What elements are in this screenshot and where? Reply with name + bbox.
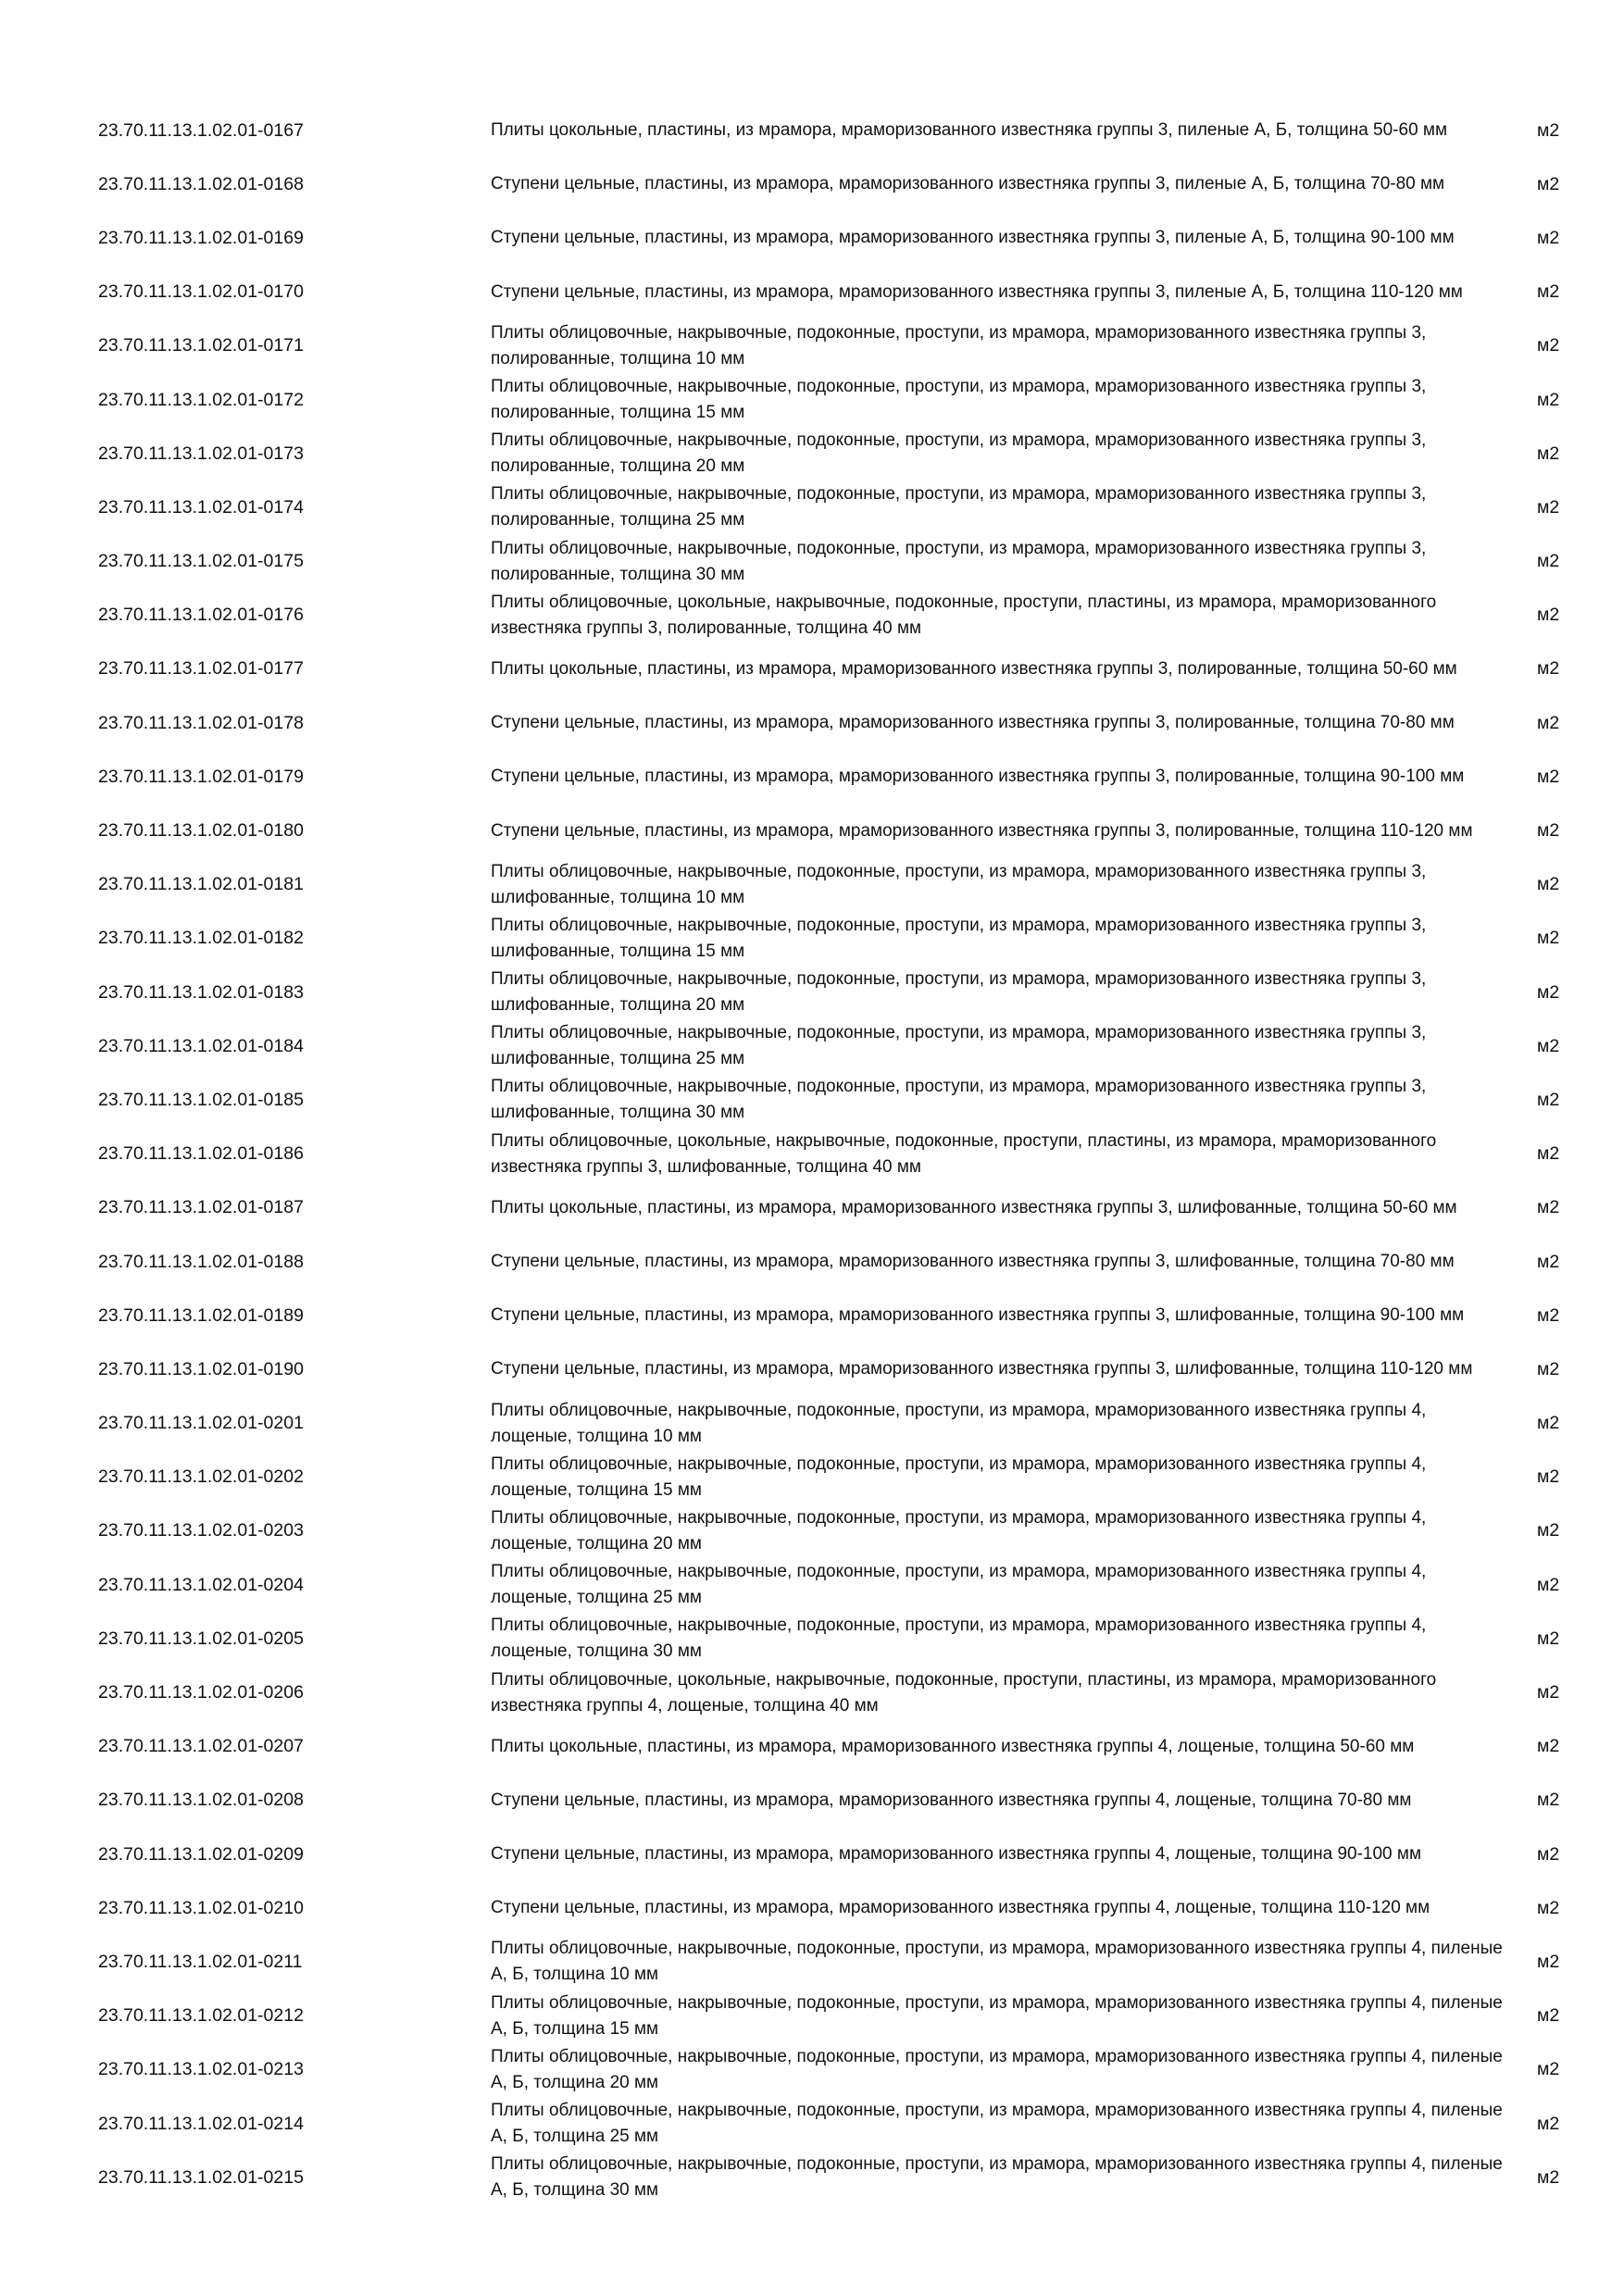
resource-name: Плиты цокольные, пластины, из мрамора, мраморизованного известняка группы 3, шлифованные, толщина 50-60 мм	[491, 1197, 1457, 1217]
unit-of-measure: м2	[1537, 1736, 1560, 1757]
table-row	[0, 1990, 1624, 2043]
resource-code: 23.70.11.13.1.02.01-0175	[98, 551, 304, 572]
table-row	[0, 589, 1624, 643]
resource-code: 23.70.11.13.1.02.01-0202	[98, 1466, 304, 1488]
table-row	[0, 2097, 1624, 2151]
resource-code: 23.70.11.13.1.02.01-0215	[98, 2166, 304, 2188]
table-row	[0, 1666, 1624, 1719]
unit-of-measure: м2	[1537, 1951, 1560, 1972]
unit-of-measure: м2	[1537, 1682, 1560, 1703]
resource-name: Плиты цокольные, пластины, из мрамора, мраморизованного известняка группы 3, полированные, толщина 50-60 мм	[491, 658, 1457, 679]
resource-name: Плиты облицовочные, накрывочные, подоконные, проступи, из мрамора, мраморизованного известняка группы 3, полированные, толщина 25 мм	[491, 484, 1427, 530]
resource-name: Ступени цельные, пластины, из мрамора, мраморизованного известняка группы 3, полированные, толщина 70-80 мм	[491, 713, 1455, 733]
resource-name: Ступени цельные, пластины, из мрамора, мраморизованного известняка группы 3, пиленые А, Б, толщина 70-80 мм	[491, 174, 1445, 194]
resource-code: 23.70.11.13.1.02.01-0212	[98, 2005, 304, 2027]
table-row	[0, 1828, 1624, 1881]
resource-code: 23.70.11.13.1.02.01-0172	[98, 389, 304, 410]
resource-code: 23.70.11.13.1.02.01-0211	[98, 1951, 303, 1972]
resource-name: Плиты облицовочные, накрывочные, подоконные, проступи, из мрамора, мраморизованного известняка группы 3, полированные, толщина 30 мм	[491, 538, 1427, 584]
resource-name: Ступени цельные, пластины, из мрамора, мраморизованного известняка группы 3, пиленые А, Б, толщина 110-120 мм	[491, 281, 1463, 302]
resource-code: 23.70.11.13.1.02.01-0178	[98, 712, 304, 733]
table-row	[0, 804, 1624, 857]
table-row	[0, 319, 1624, 373]
resource-code: 23.70.11.13.1.02.01-0177	[98, 658, 304, 680]
resource-code: 23.70.11.13.1.02.01-0206	[98, 1682, 304, 1703]
table-row	[0, 266, 1624, 319]
unit-of-measure: м2	[1537, 928, 1560, 949]
unit-of-measure: м2	[1537, 2113, 1560, 2134]
resource-name: Ступени цельные, пластины, из мрамора, мраморизованного известняка группы 3, полированные, толщина 110-120 мм	[491, 820, 1473, 841]
resource-code: 23.70.11.13.1.02.01-0203	[98, 1520, 304, 1541]
resource-name: Ступени цельные, пластины, из мрамора, мраморизованного известняка группы 3, шлифованные, толщина 90-100 мм	[491, 1305, 1465, 1326]
resource-code: 23.70.11.13.1.02.01-0207	[98, 1736, 304, 1757]
unit-of-measure: м2	[1537, 227, 1560, 248]
resource-name: Плиты облицовочные, накрывочные, подоконные, проступи, из мрамора, мраморизованного известняка группы 3, шлифованные, толщина 30 мм	[491, 1077, 1427, 1123]
table-row	[0, 912, 1624, 966]
unit-of-measure: м2	[1537, 389, 1560, 410]
resource-code: 23.70.11.13.1.02.01-0185	[98, 1089, 304, 1110]
resource-code: 23.70.11.13.1.02.01-0205	[98, 1628, 304, 1649]
resource-code: 23.70.11.13.1.02.01-0209	[98, 1843, 304, 1865]
resource-code: 23.70.11.13.1.02.01-0168	[98, 173, 304, 194]
unit-of-measure: м2	[1537, 2059, 1560, 2080]
unit-of-measure: м2	[1537, 443, 1560, 464]
unit-of-measure: м2	[1537, 820, 1560, 842]
resource-name: Плиты облицовочные, накрывочные, подоконные, проступи, из мрамора, мраморизованного известняка группы 3, шлифованные, толщина 10 мм	[491, 861, 1427, 907]
resource-table	[0, 104, 1624, 2204]
resource-name: Ступени цельные, пластины, из мрамора, мраморизованного известняка группы 3, шлифованные, толщина 70-80 мм	[491, 1252, 1455, 1272]
resource-name: Плиты облицовочные, накрывочные, подоконные, проступи, из мрамора, мраморизованного известняка группы 4, пиленые А, Б, толщина 10 мм	[491, 1939, 1503, 1985]
resource-name: Плиты облицовочные, накрывочные, подоконные, проступи, из мрамора, мраморизованного известняка группы 4, лощеные, толщина 15 мм	[491, 1454, 1427, 1500]
unit-of-measure: м2	[1537, 496, 1560, 518]
unit-of-measure: м2	[1537, 605, 1560, 626]
resource-name: Плиты облицовочные, накрывочные, подоконные, проступи, из мрамора, мраморизованного известняка группы 4, пиленые А, Б, толщина 15 мм	[491, 1992, 1503, 2039]
unit-of-measure: м2	[1537, 1466, 1560, 1488]
table-row	[0, 1019, 1624, 1073]
resource-code: 23.70.11.13.1.02.01-0171	[98, 335, 304, 356]
resource-name: Плиты облицовочные, накрывочные, подоконные, проступи, из мрамора, мраморизованного известняка группы 4, лощеные, толщина 10 мм	[491, 1400, 1427, 1446]
unit-of-measure: м2	[1537, 1197, 1560, 1218]
table-row	[0, 535, 1624, 589]
resource-code: 23.70.11.13.1.02.01-0181	[98, 874, 304, 895]
unit-of-measure: м2	[1537, 173, 1560, 194]
unit-of-measure: м2	[1537, 1089, 1560, 1110]
resource-code: 23.70.11.13.1.02.01-0214	[98, 2113, 304, 2134]
table-row	[0, 1073, 1624, 1127]
unit-of-measure: м2	[1537, 335, 1560, 356]
unit-of-measure: м2	[1537, 1843, 1560, 1865]
table-row	[0, 696, 1624, 750]
resource-name: Ступени цельные, пластины, из мрамора, мраморизованного известняка группы 3, полированные, толщина 90-100 мм	[491, 767, 1465, 787]
table-row	[0, 427, 1624, 480]
resource-code: 23.70.11.13.1.02.01-0173	[98, 443, 304, 464]
resource-name: Плиты облицовочные, накрывочные, подоконные, проступи, из мрамора, мраморизованного известняка группы 3, полированные, толщина 15 мм	[491, 377, 1427, 423]
table-row	[0, 211, 1624, 265]
unit-of-measure: м2	[1537, 1035, 1560, 1056]
resource-name: Плиты облицовочные, цокольные, накрывочные, подоконные, проступи, пластины, из мрамора, мраморизованного известняка группы 4, лощеные, толщина 40 мм	[491, 1669, 1437, 1716]
resource-name: Плиты облицовочные, накрывочные, подоконные, проступи, из мрамора, мраморизованного известняка группы 3, шлифованные, толщина 15 мм	[491, 915, 1427, 961]
resource-code: 23.70.11.13.1.02.01-0169	[98, 227, 304, 248]
unit-of-measure: м2	[1537, 1790, 1560, 1811]
resource-code: 23.70.11.13.1.02.01-0183	[98, 981, 304, 1003]
resource-name: Плиты облицовочные, накрывочные, подоконные, проступи, из мрамора, мраморизованного известняка группы 4, лощеные, толщина 30 мм	[491, 1616, 1427, 1662]
table-row	[0, 1935, 1624, 1989]
unit-of-measure: м2	[1537, 712, 1560, 733]
table-row	[0, 2151, 1624, 2204]
resource-name: Плиты облицовочные, накрывочные, подоконные, проступи, из мрамора, мраморизованного известняка группы 3, полированные, толщина 10 мм	[491, 322, 1427, 368]
resource-code: 23.70.11.13.1.02.01-0210	[98, 1897, 304, 1918]
unit-of-measure: м2	[1537, 1304, 1560, 1326]
table-row	[0, 1235, 1624, 1289]
table-row	[0, 1289, 1624, 1342]
table-row	[0, 1397, 1624, 1451]
table-row	[0, 1720, 1624, 1774]
unit-of-measure: м2	[1537, 1143, 1560, 1165]
resource-name: Ступени цельные, пластины, из мрамора, мраморизованного известняка группы 4, лощеные, толщина 70-80 мм	[491, 1790, 1412, 1810]
table-row	[0, 750, 1624, 804]
resource-name: Плиты облицовочные, накрывочные, подоконные, проступи, из мрамора, мраморизованного известняка группы 3, полированные, толщина 20 мм	[491, 430, 1427, 477]
resource-name: Ступени цельные, пластины, из мрамора, мраморизованного известняка группы 3, пиленые А, Б, толщина 90-100 мм	[491, 228, 1455, 248]
table-row	[0, 1128, 1624, 1181]
resource-code: 23.70.11.13.1.02.01-0186	[98, 1143, 304, 1165]
resource-code: 23.70.11.13.1.02.01-0179	[98, 766, 304, 787]
resource-code: 23.70.11.13.1.02.01-0204	[98, 1574, 304, 1595]
resource-code: 23.70.11.13.1.02.01-0167	[98, 119, 304, 141]
table-row	[0, 643, 1624, 696]
unit-of-measure: м2	[1537, 874, 1560, 895]
resource-name: Плиты облицовочные, накрывочные, подоконные, проступи, из мрамора, мраморизованного известняка группы 4, пиленые А, Б, толщина 20 мм	[491, 2046, 1503, 2092]
unit-of-measure: м2	[1537, 1358, 1560, 1379]
resource-name: Плиты облицовочные, цокольные, накрывочные, подоконные, проступи, пластины, из мрамора, мраморизованного известняка группы 3, шлифованные, толщина 40 мм	[491, 1130, 1437, 1177]
table-row	[0, 480, 1624, 534]
resource-name: Ступени цельные, пластины, из мрамора, мраморизованного известняка группы 3, шлифованные, толщина 110-120 мм	[491, 1359, 1473, 1379]
table-row	[0, 1342, 1624, 1396]
resource-name: Плиты цокольные, пластины, из мрамора, мраморизованного известняка группы 4, лощеные, толщина 50-60 мм	[491, 1736, 1415, 1756]
unit-of-measure: м2	[1537, 981, 1560, 1003]
resource-code: 23.70.11.13.1.02.01-0190	[98, 1358, 304, 1379]
table-row	[0, 1612, 1624, 1666]
table-row	[0, 858, 1624, 912]
resource-code: 23.70.11.13.1.02.01-0176	[98, 605, 304, 626]
resource-name: Плиты облицовочные, накрывочные, подоконные, проступи, из мрамора, мраморизованного известняка группы 3, шлифованные, толщина 20 мм	[491, 969, 1427, 1016]
table-row	[0, 373, 1624, 427]
resource-name: Плиты облицовочные, накрывочные, подоконные, проступи, из мрамора, мраморизованного известняка группы 4, лощеные, толщина 25 мм	[491, 1562, 1427, 1608]
table-row	[0, 104, 1624, 157]
unit-of-measure: м2	[1537, 658, 1560, 680]
unit-of-measure: м2	[1537, 766, 1560, 787]
resource-code: 23.70.11.13.1.02.01-0208	[98, 1790, 304, 1811]
resource-name: Плиты облицовочные, накрывочные, подоконные, проступи, из мрамора, мраморизованного известняка группы 3, шлифованные, толщина 25 мм	[491, 1023, 1427, 1069]
table-row	[0, 1451, 1624, 1504]
unit-of-measure: м2	[1537, 119, 1560, 141]
resource-name: Плиты облицовочные, накрывочные, подоконные, проступи, из мрамора, мраморизованного известняка группы 4, лощеные, толщина 20 мм	[491, 1507, 1427, 1554]
resource-code: 23.70.11.13.1.02.01-0170	[98, 281, 304, 303]
resource-code: 23.70.11.13.1.02.01-0201	[98, 1413, 304, 1434]
resource-code: 23.70.11.13.1.02.01-0213	[98, 2059, 304, 2080]
unit-of-measure: м2	[1537, 2005, 1560, 2027]
resource-name: Ступени цельные, пластины, из мрамора, мраморизованного известняка группы 4, лощеные, толщина 90-100 мм	[491, 1844, 1422, 1865]
table-row	[0, 1774, 1624, 1828]
resource-name: Ступени цельные, пластины, из мрамора, мраморизованного известняка группы 4, лощеные, толщина 110-120 мм	[491, 1898, 1430, 1918]
resource-code: 23.70.11.13.1.02.01-0184	[98, 1035, 304, 1056]
resource-code: 23.70.11.13.1.02.01-0180	[98, 820, 304, 842]
resource-name: Плиты цокольные, пластины, из мрамора, мраморизованного известняка группы 3, пиленые А, Б, толщина 50-60 мм	[491, 120, 1448, 141]
unit-of-measure: м2	[1537, 2166, 1560, 2188]
table-row	[0, 1881, 1624, 1935]
unit-of-measure: м2	[1537, 281, 1560, 303]
resource-name: Плиты облицовочные, накрывочные, подоконные, проступи, из мрамора, мраморизованного известняка группы 4, пиленые А, Б, толщина 30 мм	[491, 2154, 1503, 2201]
table-row	[0, 1504, 1624, 1558]
table-row	[0, 2043, 1624, 2097]
resource-name: Плиты облицовочные, накрывочные, подоконные, проступи, из мрамора, мраморизованного известняка группы 4, пиленые А, Б, толщина 25 мм	[491, 2101, 1503, 2147]
unit-of-measure: м2	[1537, 1897, 1560, 1918]
resource-code: 23.70.11.13.1.02.01-0174	[98, 496, 304, 518]
unit-of-measure: м2	[1537, 1628, 1560, 1649]
unit-of-measure: м2	[1537, 551, 1560, 572]
resource-code: 23.70.11.13.1.02.01-0188	[98, 1251, 304, 1272]
resource-name: Плиты облицовочные, цокольные, накрывочные, подоконные, проступи, пластины, из мрамора, мраморизованного известняка группы 3, полированные, толщина 40 мм	[491, 592, 1437, 638]
table-row	[0, 1558, 1624, 1612]
unit-of-measure: м2	[1537, 1413, 1560, 1434]
unit-of-measure: м2	[1537, 1520, 1560, 1541]
table-row	[0, 966, 1624, 1019]
resource-code: 23.70.11.13.1.02.01-0182	[98, 928, 304, 949]
unit-of-measure: м2	[1537, 1574, 1560, 1595]
table-row	[0, 157, 1624, 211]
unit-of-measure: м2	[1537, 1251, 1560, 1272]
resource-code: 23.70.11.13.1.02.01-0187	[98, 1197, 304, 1218]
table-row	[0, 1181, 1624, 1235]
resource-code: 23.70.11.13.1.02.01-0189	[98, 1304, 304, 1326]
